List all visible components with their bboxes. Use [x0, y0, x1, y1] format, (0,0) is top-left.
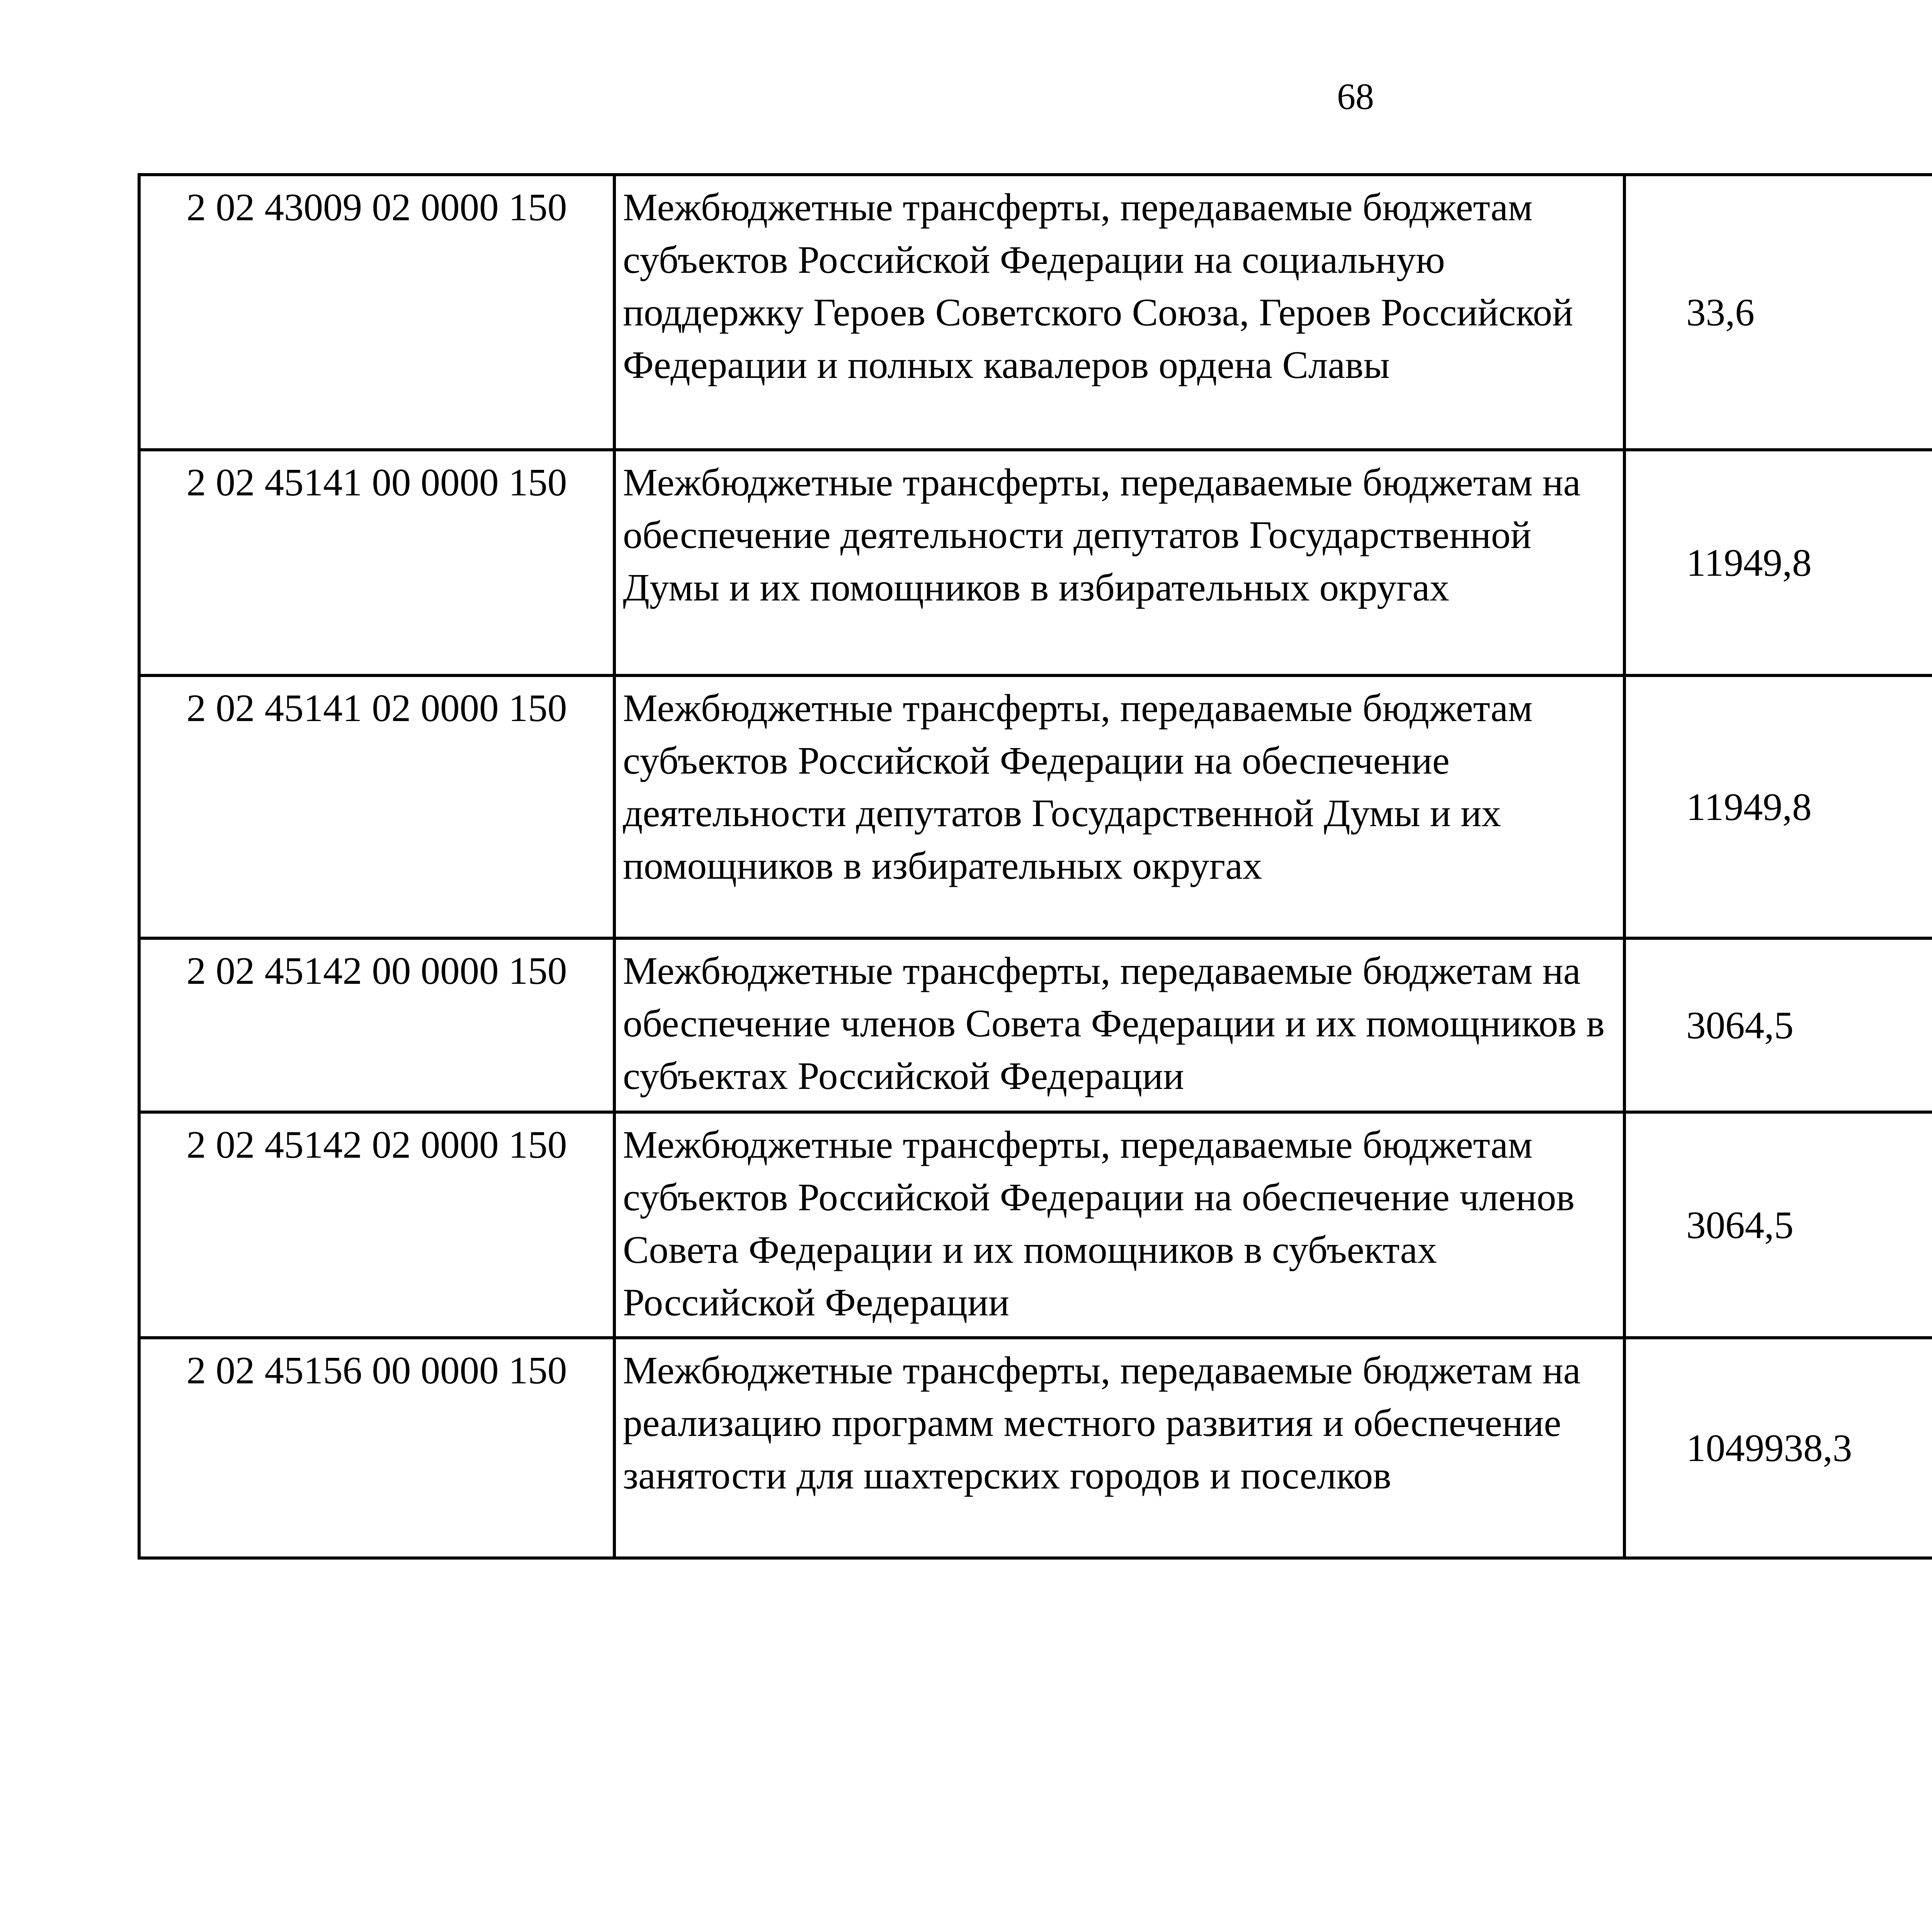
row-value-1: 3064,5 — [1624, 1112, 1932, 1338]
row-name: Межбюджетные трансферты, передаваемые бюджетам на реализацию программ местного развития и обеспечение занятости для шахтерских городов и поселков — [614, 1338, 1624, 1558]
table-row — [139, 175, 1932, 450]
row-code: 2 02 45142 00 0000 150 — [139, 938, 614, 1112]
row-name: Межбюджетные трансферты, передаваемые бюджетам субъектов Российской Федерации на социальную поддержку Героев Советского Союза, Героев Российской Федерации и полных кавалеров ордена Славы — [614, 175, 1624, 450]
page-number: 68 — [1337, 76, 1374, 117]
row-code: 2 02 45141 00 0000 150 — [139, 450, 614, 675]
row-name: Межбюджетные трансферты, передаваемые бюджетам субъектов Российской Федерации на обеспечение членов Совета Федерации и их помощников в субъектах Российской Федерации — [614, 1112, 1624, 1338]
row-value-1: 3064,5 — [1624, 938, 1932, 1112]
row-code: 2 02 43009 02 0000 150 — [139, 175, 614, 450]
table-row — [139, 938, 1932, 1112]
budget-table — [138, 173, 1932, 1560]
table-row — [139, 450, 1932, 675]
row-value-1: 1049938,3 — [1624, 1338, 1932, 1558]
row-value-1: 11949,8 — [1624, 675, 1932, 938]
row-value-1: 33,6 — [1624, 175, 1932, 450]
table-row — [139, 1112, 1932, 1338]
table-row — [139, 675, 1932, 938]
row-code: 2 02 45142 02 0000 150 — [139, 1112, 614, 1338]
row-name: Межбюджетные трансферты, передаваемые бюджетам субъектов Российской Федерации на обеспечение деятельности депутатов Государственной Думы и их помощников в избирательных округах — [614, 675, 1624, 938]
row-code: 2 02 45156 00 0000 150 — [139, 1338, 614, 1558]
table-row — [139, 1338, 1932, 1558]
row-name: Межбюджетные трансферты, передаваемые бюджетам на обеспечение членов Совета Федерации и их помощников в субъектах Российской Федерации — [614, 938, 1624, 1112]
row-value-1: 11949,8 — [1624, 450, 1932, 675]
row-name: Межбюджетные трансферты, передаваемые бюджетам на обеспечение деятельности депутатов Государственной Думы и их помощников в избирательных округах — [614, 450, 1624, 675]
row-code: 2 02 45141 02 0000 150 — [139, 675, 614, 938]
